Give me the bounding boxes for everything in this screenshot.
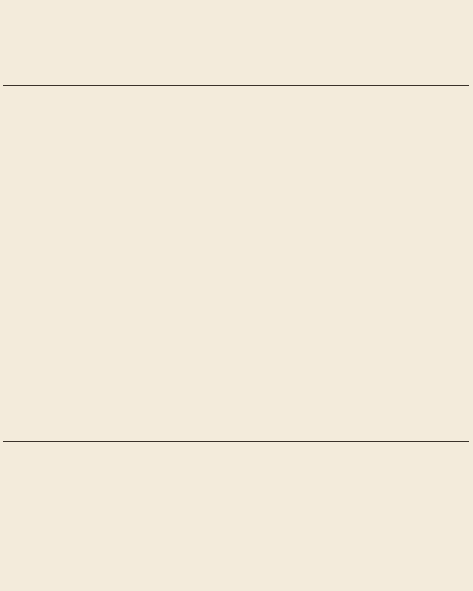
letter-grid: [3, 85, 469, 442]
numerals-note: [249, 383, 467, 386]
numeral-signs: [60, 446, 400, 506]
